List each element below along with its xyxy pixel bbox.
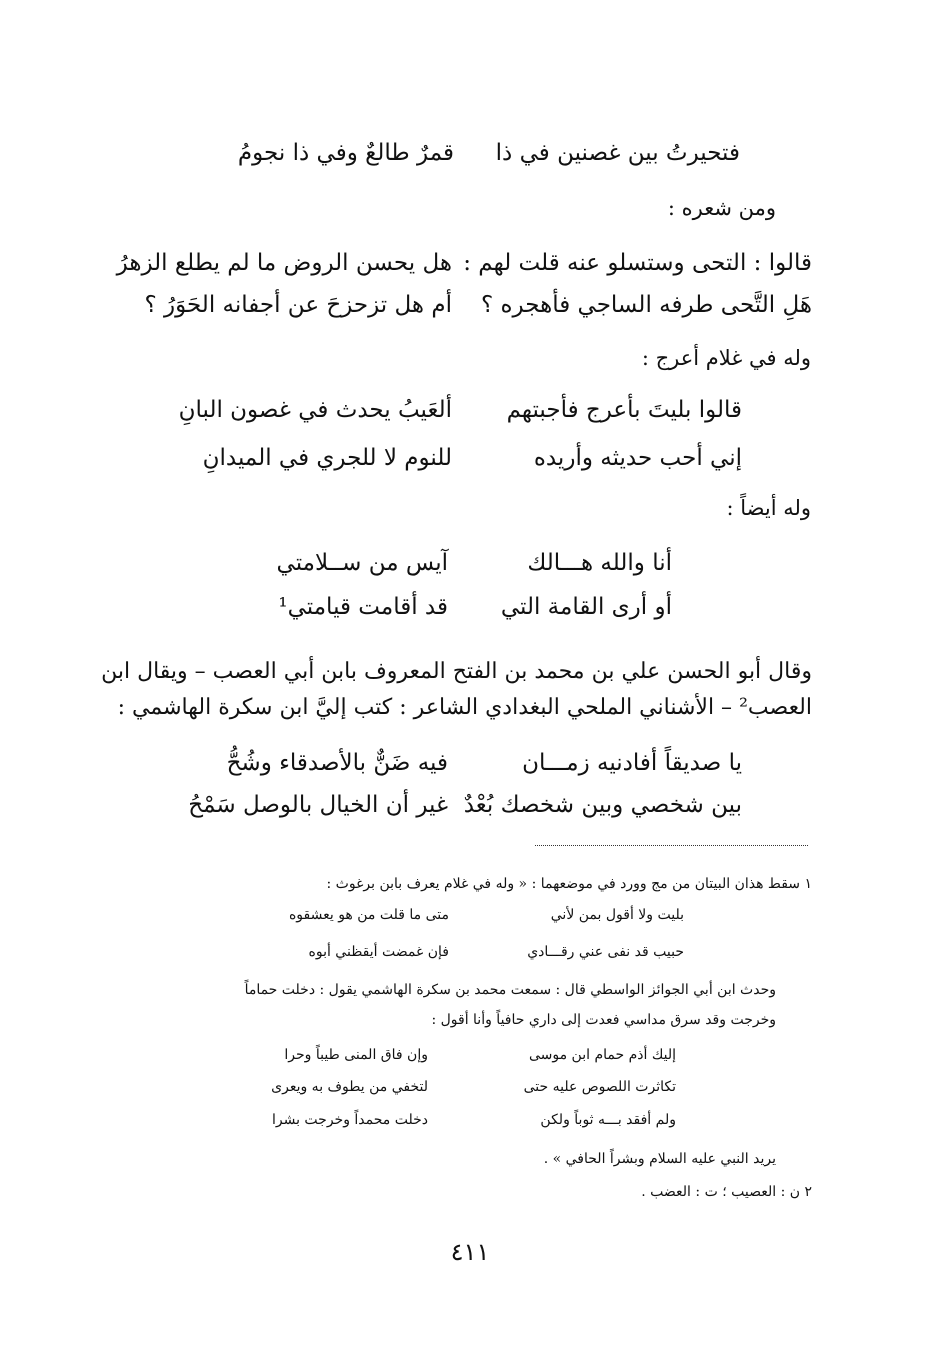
prose-line: وقال أبو الحسن علي بن محمد بن الفتح المعروف بابن أبي العصب – ويقال ابن <box>101 659 812 684</box>
footnote-verse-line <box>0 1075 934 1099</box>
verse-line <box>0 592 934 622</box>
footnote-verse-left: متى ما قلت من هو يعشقوه <box>288 907 449 923</box>
verse-line <box>0 443 934 473</box>
verse-left-hemistich: للنوم لا للجري في الميدانِ <box>202 445 452 471</box>
verse-right-hemistich: قالوا : التحى وستسلو عنه قلت لهم : <box>463 250 812 276</box>
prose-line: العصب² – الأشناني الملحي البغدادي الشاعر : كتب إليَّ ابن سكرة الهاشمي : <box>117 695 812 720</box>
footnote-prose-line: وحدث ابن أبي الجوائز الواسطي قال : سمعت محمد بن سكرة الهاشمي يقول : دخلت حماماً <box>244 982 776 998</box>
verse-left-hemistich: آيس من ســلامتي <box>276 550 448 576</box>
footnote-verse-right: تكاثرت اللصوص عليه حتى <box>523 1079 676 1095</box>
footnote-1-intro: ١ سقط هذان البيتان من مج وورد في موضعهما : « وله في غلام يعرف بابن برغوث : <box>326 876 812 892</box>
footnote-verse-line <box>0 903 934 927</box>
verse-right-hemistich: أنا والله هـــالك <box>527 550 672 576</box>
footnote-verse-left: وإن فاق المنى طيباً وحرا <box>284 1047 428 1063</box>
verse-line <box>0 748 934 778</box>
footnote-verse-line <box>0 940 934 964</box>
verse-right-hemistich: فتحيرتُ بين غصنين في ذا <box>495 140 740 166</box>
verse-left-hemistich: أم هل تزحزحَ عن أجفانه الحَوَرُ ؟ <box>144 292 452 318</box>
verse-line <box>0 248 934 278</box>
page-number: ٤١١ <box>450 1238 490 1266</box>
section-intro: وله أيضاً : <box>726 496 811 520</box>
verse-left-hemistich: غير أن الخيال بالوصل سَمْحُ <box>188 792 448 818</box>
footnote-verse-right: حبيب قد نفى عني رقـــادي <box>527 944 684 960</box>
footnote-divider <box>535 845 808 846</box>
verse-right-hemistich: يا صديقاً أفادنيه زمـــان <box>522 750 742 776</box>
verse-right-hemistich: أو أرى القامة التي <box>500 594 672 620</box>
footnote-verse-right: بليت ولا أقول بمن لأني <box>550 907 684 923</box>
verse-right-hemistich: بين شخصي وبين شخصك بُعْدٌ <box>463 792 742 818</box>
footnote-verse-left: دخلت محمداً وخرجت بشرا <box>271 1112 428 1128</box>
footnote-verse-right: إليك أذم حمام ابن موسى <box>528 1047 676 1063</box>
verse-line <box>0 138 934 168</box>
verse-right-hemistich: قالوا بليتَ بأعرج فأجبتهم <box>506 397 742 423</box>
footnote-prose-line: وخرجت وقد سرق مداسي فعدت إلى داري حافياً وأنا أقول : <box>431 1012 776 1028</box>
verse-left-hemistich: قمرٌ طالعٌ وفي ذا نجومُ <box>237 140 454 166</box>
verse-line <box>0 790 934 820</box>
footnote-verse-left: لتخفي من يطوف به ويعرى <box>271 1079 428 1095</box>
footnote-1-end: يريد النبي عليه السلام وبشراً الحافي » . <box>543 1151 776 1167</box>
verse-left-hemistich: ألعَيبُ يحدث في غصون البانِ <box>178 397 452 423</box>
footnote-verse-line <box>0 1108 934 1132</box>
verse-left-hemistich: هل يحسن الروض ما لم يطلع الزهرُ <box>116 250 452 276</box>
verse-right-hemistich: هَلِ التَّحى طرفه الساجي فأهجره ؟ <box>480 292 812 318</box>
verse-left-hemistich: فيه ضَنٌّ بالأصدقاء وشُحُّ <box>226 750 448 776</box>
footnote-verse-left: فإن غمضت أيقظني أبوه <box>308 944 449 960</box>
footnote-2: ٢ ن : العصيب ؛ ت : العضب . <box>641 1184 812 1200</box>
section-intro: وله في غلام أعرج : <box>641 346 811 370</box>
verse-line <box>0 290 934 320</box>
verse-line <box>0 548 934 578</box>
verse-line <box>0 395 934 425</box>
section-intro: ومن شعره : <box>667 196 776 220</box>
verse-left-hemistich: قد أقامت قيامتي¹ <box>278 594 448 620</box>
footnote-verse-line <box>0 1043 934 1067</box>
footnote-verse-right: ولم أفقد بـــه ثوباً ولكن <box>540 1112 676 1128</box>
verse-right-hemistich: إني أحب حديثه وأريده <box>533 445 742 471</box>
